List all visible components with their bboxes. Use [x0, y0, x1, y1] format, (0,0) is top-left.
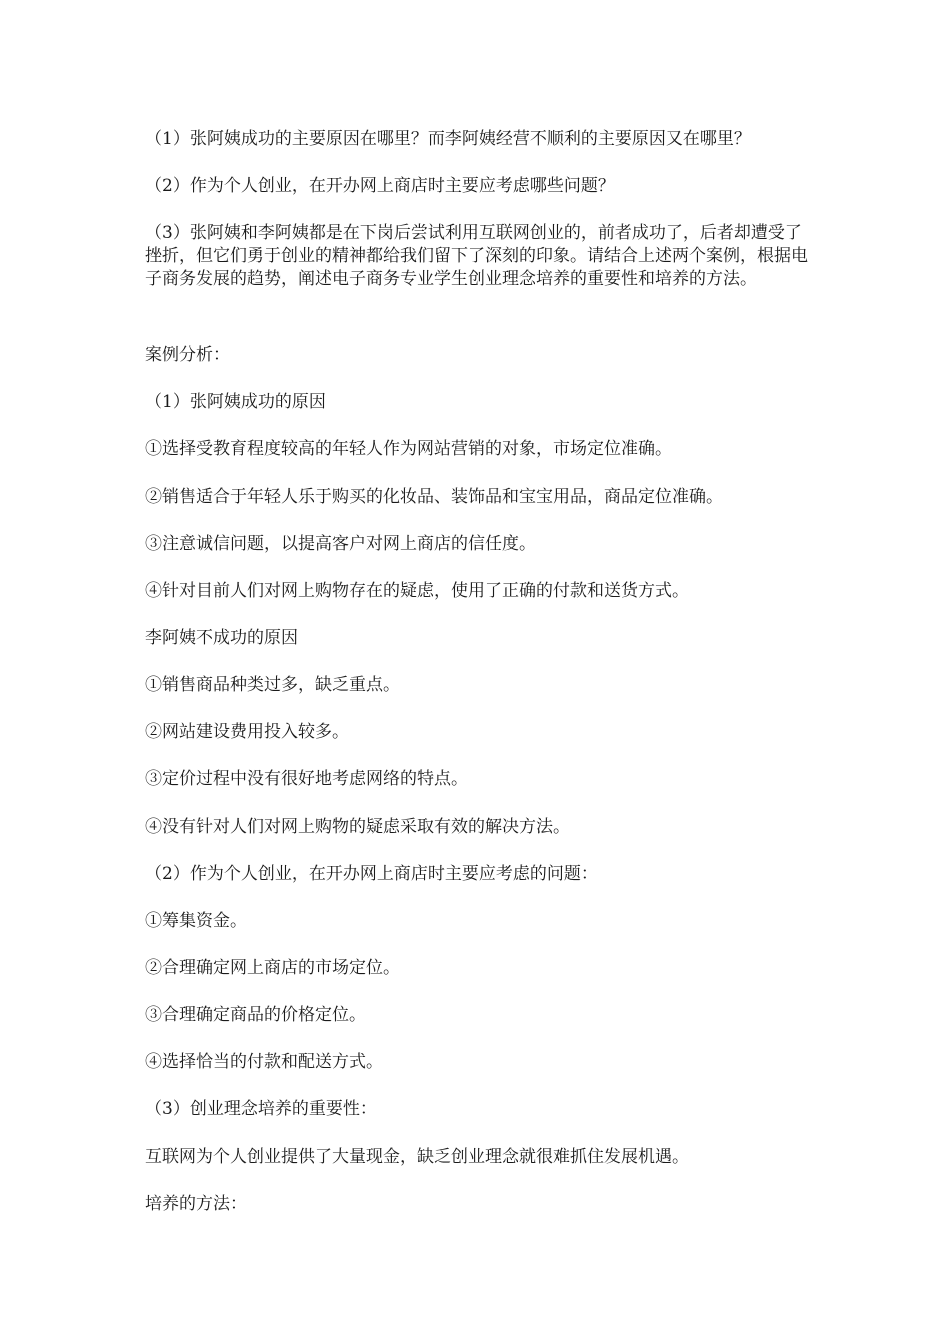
failure-reasons-heading: 李阿姨不成功的原因 [145, 628, 298, 648]
question-3: （3）张阿姨和李阿姨都是在下岗后尝试利用互联网创业的，前者成功了，后者却遭受了挫折，但它们勇于创业的精神都给我们留下了深刻的印象。请结合上述两个案例，根据电子商务发展的趋势，阐述电子商务专业学生创业理念培养的重要性和培养的方法。 [145, 223, 808, 289]
answer-2-point-3: ③合理确定商品的价格定位。 [145, 1005, 366, 1025]
answer-1-point-2: ②销售适合于年轻人乐于购买的化妆品、装饰品和宝宝用品，商品定位准确。 [145, 487, 723, 507]
answer-3-heading: （3）创业理念培养的重要性： [145, 1099, 377, 1119]
case-analysis-heading: 案例分析： [145, 345, 230, 365]
answer-2-point-1: ①筹集资金。 [145, 911, 247, 931]
failure-point-1: ①销售商品种类过多，缺乏重点。 [145, 675, 400, 695]
answer-1-point-1: ①选择受教育程度较高的年轻人作为网站营销的对象，市场定位准确。 [145, 439, 672, 459]
answer-2-heading: （2）作为个人创业，在开办网上商店时主要应考虑的问题： [145, 864, 598, 884]
answer-2-point-2: ②合理确定网上商店的市场定位。 [145, 958, 400, 978]
question-2: （2）作为个人创业，在开办网上商店时主要应考虑哪些问题？ [145, 176, 615, 196]
answer-2-point-4: ④选择恰当的付款和配送方式。 [145, 1052, 383, 1072]
answer-3-importance: 互联网为个人创业提供了大量现金，缺乏创业理念就很难抓住发展机遇。 [145, 1147, 689, 1167]
question-1: （1）张阿姨成功的主要原因在哪里？而李阿姨经营不顺利的主要原因又在哪里？ [145, 129, 751, 149]
answer-1-point-4: ④针对目前人们对网上购物存在的疑虑，使用了正确的付款和送货方式。 [145, 581, 689, 601]
failure-point-2: ②网站建设费用投入较多。 [145, 722, 349, 742]
failure-point-3: ③定价过程中没有很好地考虑网络的特点。 [145, 769, 468, 789]
answer-1-point-3: ③注意诚信问题，以提高客户对网上商店的信任度。 [145, 534, 536, 554]
methods-heading: 培养的方法： [145, 1194, 247, 1214]
answer-1-heading: （1）张阿姨成功的原因 [145, 392, 326, 412]
failure-point-4: ④没有针对人们对网上购物的疑虑采取有效的解决方法。 [145, 817, 570, 837]
